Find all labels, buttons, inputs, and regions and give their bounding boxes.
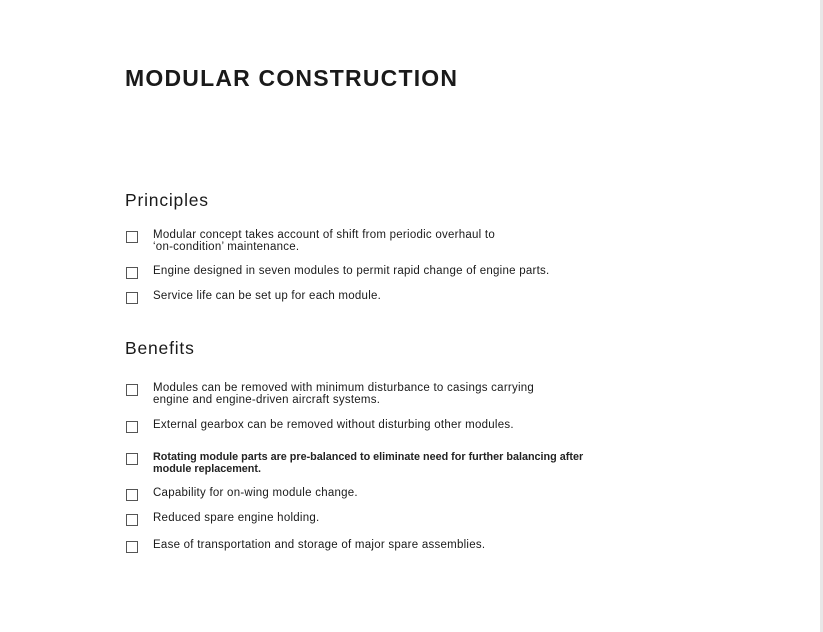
checkbox[interactable] <box>126 421 138 433</box>
checkbox[interactable] <box>126 384 138 396</box>
checkbox[interactable] <box>126 231 138 243</box>
checkbox[interactable] <box>126 292 138 304</box>
checkbox[interactable] <box>126 514 138 526</box>
benefits-item-text: External gearbox can be removed without disturbing other modules. <box>153 419 514 431</box>
benefits-item-text: Capability for on-wing module change. <box>153 487 358 499</box>
benefits-item-text: Reduced spare engine holding. <box>153 512 320 524</box>
principles-item-text: Service life can be set up for each module. <box>153 290 382 302</box>
benefits-heading: Benefits <box>125 338 195 358</box>
checkbox[interactable] <box>126 541 138 553</box>
benefits-item-text: Modules can be removed with minimum disturbance to casings carrying engine and engine-driven aircraft systems. <box>153 382 535 406</box>
principles-item-text: Engine designed in seven modules to permit rapid change of engine parts. <box>153 265 550 277</box>
principles-item-text: Modular concept takes account of shift from periodic overhaul to ‘on-condition’ maintenance. <box>153 229 496 253</box>
benefits-item-text: Ease of transportation and storage of major spare assemblies. <box>153 539 486 551</box>
checkbox[interactable] <box>126 267 138 279</box>
checkbox[interactable] <box>126 453 138 465</box>
benefits-item-text: Rotating module parts are pre-balanced to eliminate need for further balancing after module replacement. <box>153 451 584 475</box>
page-title: MODULAR CONSTRUCTION <box>125 65 459 91</box>
checkbox[interactable] <box>126 489 138 501</box>
principles-heading: Principles <box>125 190 209 210</box>
